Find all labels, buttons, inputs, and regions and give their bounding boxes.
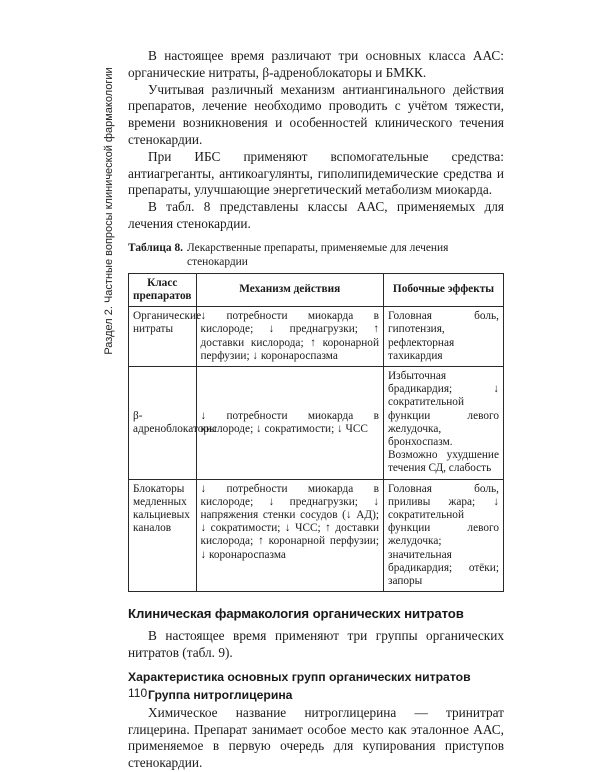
running-head-text: Раздел 2. Частные вопросы клинической фармакологии [103,67,115,355]
table-cell-class: Органические нитраты [129,307,197,367]
table-row [129,479,504,592]
running-head [100,56,118,366]
table-caption [128,241,504,269]
table-row [129,366,504,479]
table-caption-label: Таблица 8. [128,241,184,254]
page-content [128,48,504,772]
section-title: Клиническая фармакология органических нитратов [128,606,464,622]
page-number: 110 [128,686,148,700]
table-cell-mechanism: ↓ потребности миокарда в кислороде; ↓ сократимости; ↓ ЧСС [196,366,384,479]
table-cell-mechanism: ↓ потребности миокарда в кислороде; ↓ преднагрузки; ↓ напряжения стенки сосудов (↓ АД); ↓ сократимости; ↓ ЧСС; ↑ доставки кислорода; ↑ коронарной перфузии; ↓ коронароспазма [196,479,384,592]
intro-paragraph-1: В настоящее время различают три основных класса ААС: органические нитраты, β-адреноблокаторы и БМКК. [128,48,504,80]
table-cell-side-effects: Избыточная брадикардия; ↓ сократительной функции левого желудочка, бронхоспазм. Возможно ухудшение течения СД, слабость [384,366,504,479]
section-paragraph-2: Химическое название нитроглицерина — тринитрат глицерина. Препарат занимает особое место как эталонное ААС, применяемое в первую очередь для купирования приступов стенокардии. [128,704,504,771]
intro-paragraph-4: В табл. 8 представлены классы ААС, применяемых для лечения стенокардии. [128,199,504,231]
table-cell-mechanism: ↓ потребности миокарда в кислороде; ↓ преднагрузки; ↑ доставки кислорода; ↑ коронарной перфузии; ↓ коронароспазма [196,307,384,367]
table-cell-side-effects: Головная боль, приливы жара; ↓ сократительной функции левого желудочка; значительная брадикардия; отёки; запоры [384,479,504,592]
table-cell-side-effects: Головная боль, гипотензия, рефлекторная тахикардия [384,307,504,367]
table-header-mechanism: Механизм действия [196,273,384,306]
table-caption-text: Лекарственные препараты, применяемые для лечения стенокардии [187,241,449,268]
intro-paragraph-3: При ИБС применяют вспомогательные средства: антиагреганты, антикоагулянты, гиполипидемические средства и препараты, улучшающие энергетический метаболизм миокарда. [128,148,504,198]
drug-classes-table [128,273,504,592]
table-cell-class: β-адреноблокаторы [129,366,197,479]
table-header-side-effects: Побочные эффекты [384,273,504,306]
intro-paragraph-2: Учитывая различный механизм антиангинального действия препаратов, лечение необходимо проводить с учётом тяжести, времени возникновения и особенностей клинического течения стенокардии. [128,81,504,147]
section-paragraph-1: В настоящее время применяют три группы органических нитратов (табл. 9). [128,628,504,661]
section-subtitle: Характеристика основных групп органических нитратов [128,669,471,684]
table-row [129,307,504,367]
table-header-class: Класс препаратов [129,273,197,306]
table-header-row [129,273,504,306]
table-cell-class: Блокаторы медленных кальциевых каналов [129,479,197,592]
group-title: Группа нитроглицерина [148,687,293,702]
